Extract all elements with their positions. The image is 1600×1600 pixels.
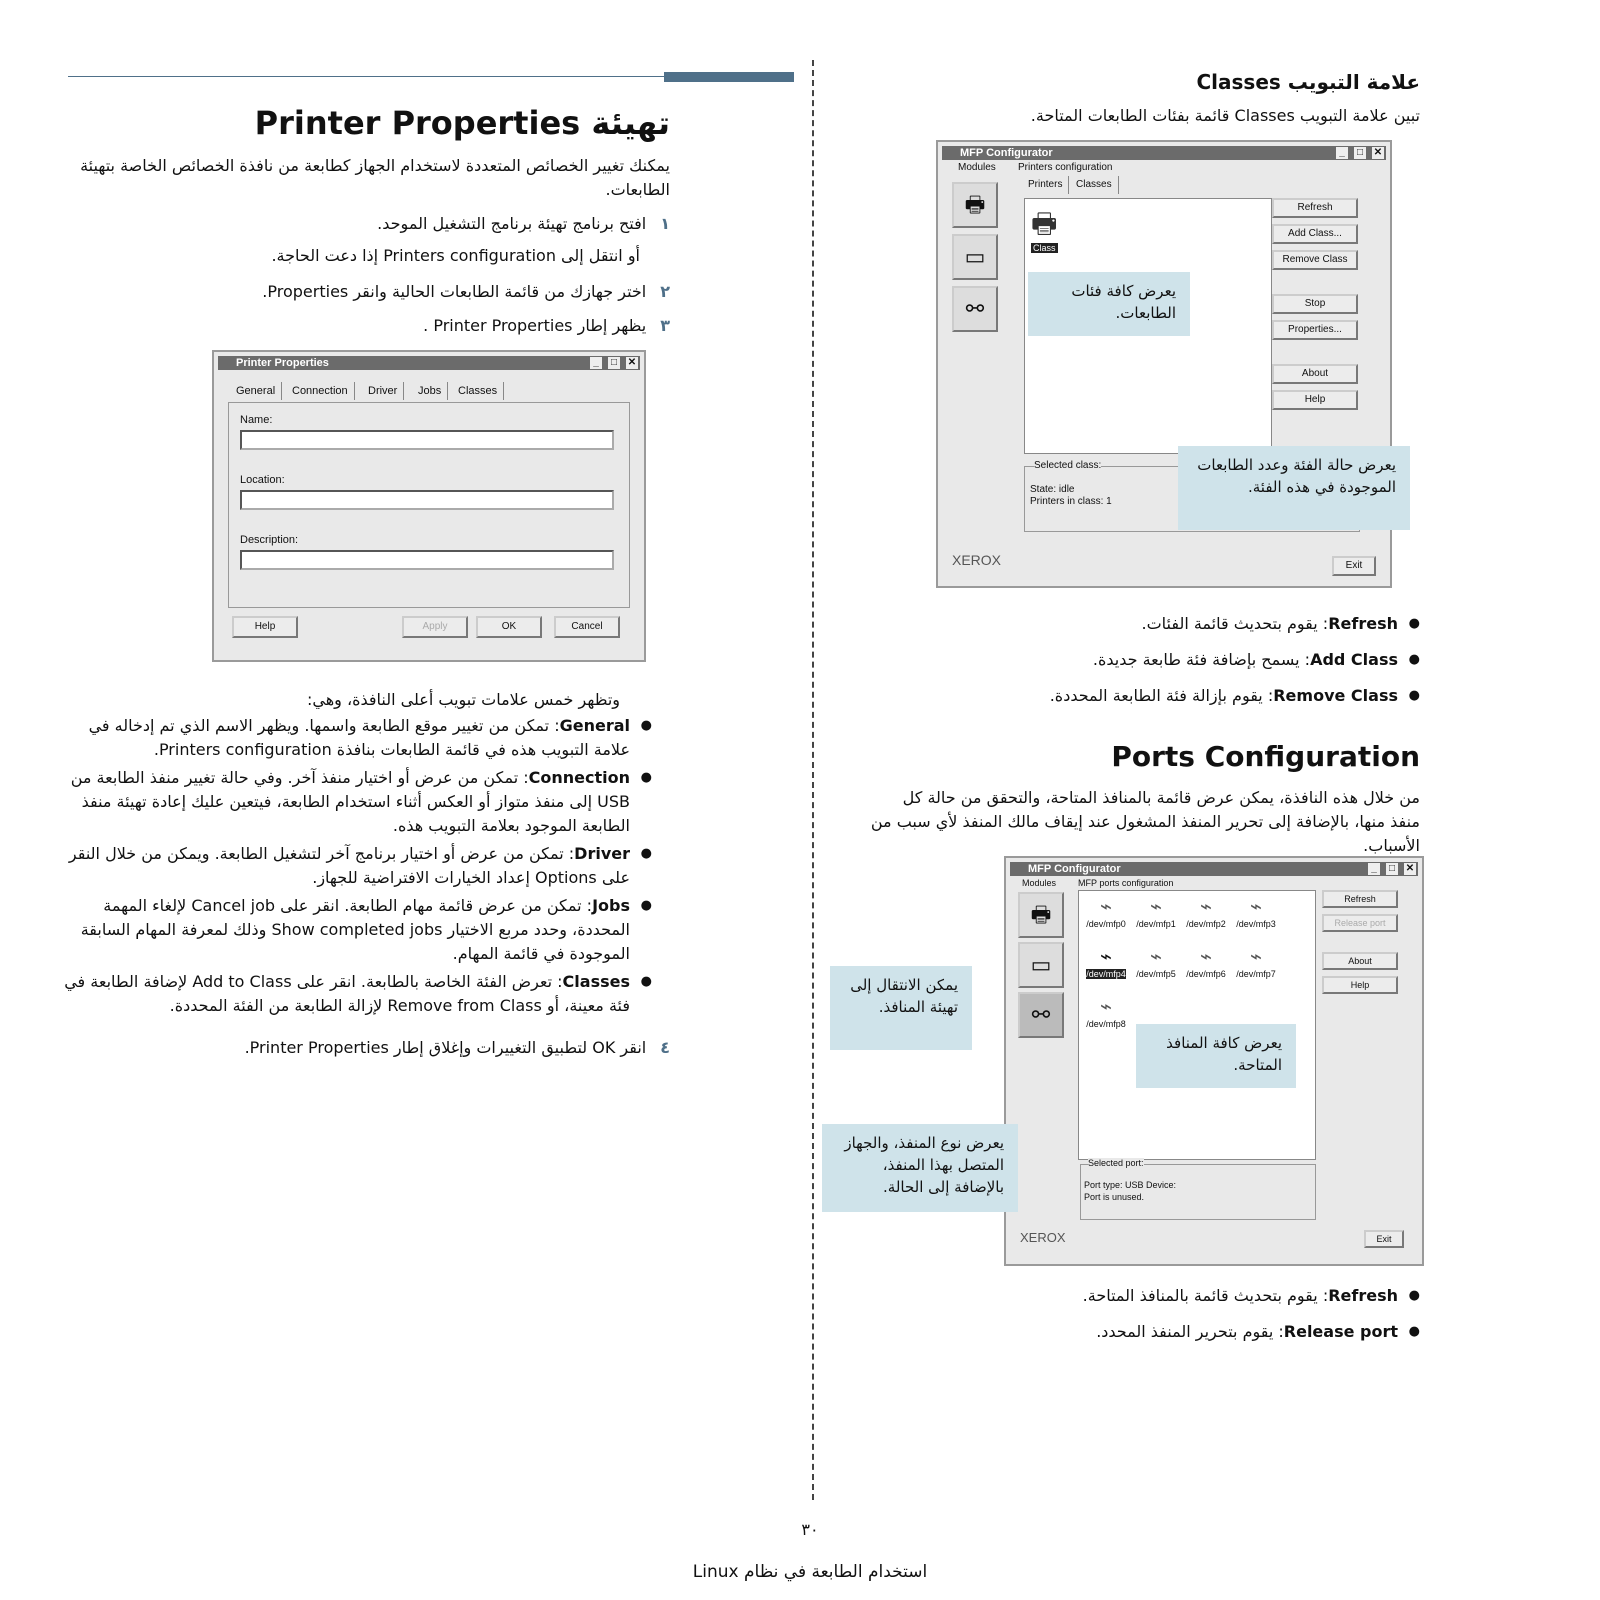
port-item[interactable]: ⌁ /dev/mfp2 [1183,895,1229,929]
port-icon: ⌁ [1199,896,1213,918]
ports-module-icon[interactable]: ⚯ [1018,992,1064,1038]
intro-paragraph: يمكنك تغيير الخصائص المتعددة لاستخدام الجهاز كطابعة من نافذة الخصائص الخاصة بتهيئة الطابعات. [80,156,670,199]
window-titlebar [218,356,640,370]
tab-classes[interactable]: Classes [452,382,504,400]
name-label: Name: [240,414,273,426]
modules-label: Modules [958,162,996,173]
printer-module-icon[interactable]: 🖶 [1018,892,1064,938]
callout-selected-port: يعرض نوع المنفذ، والجهاز المتصل بهذا المنفذ، بالإضافة إلى الحالة. [822,1124,1018,1212]
callout-class-status: يعرض حالة الفئة وعدد الطابعات الموجودة في هذه الفئة. [1178,446,1410,530]
group-label: Printers configuration [1018,162,1113,173]
callout-ports-list: يعرض كافة المنافذ المتاحة. [1136,1024,1296,1088]
header-accent-bar [664,72,794,82]
add-class-button[interactable]: Add Class... [1272,224,1358,244]
port-status-text: Port is unused. [1084,1192,1145,1202]
tab-connection[interactable]: Connection [286,382,355,400]
step-4: ٤انقر OK لتطبيق التغييرات وإغلاق إطار Printer Properties. [244,1038,670,1057]
group-label: MFP ports configuration [1078,878,1174,888]
ok-button[interactable]: OK [476,616,542,638]
refresh-button[interactable]: Refresh [1322,890,1398,908]
list-item: ● Driver: تمكن من عرض أو اختيار برنامج آخر لتشغيل الطابعة. ويمكن من خلال النقر على Options إعداد الخيارات الافتراضية للجهاز. [62,842,652,890]
scanner-module-icon[interactable]: ▭ [952,234,998,280]
step-number: ١ [660,214,670,233]
ports-buttons-list [900,1284,1420,1344]
list-item: ● Add Class: يسمح بإضافة فئة طابعة جديدة. [900,648,1420,672]
step-number: ٤ [660,1038,670,1057]
column-divider [812,60,814,1500]
selected-class-label: Selected class: [1034,460,1102,471]
description-label: Description: [240,534,299,546]
scanner-module-icon[interactable]: ▭ [1018,942,1064,988]
properties-button[interactable]: Properties... [1272,320,1358,340]
name-field[interactable] [240,430,614,450]
classes-title: علامة التبويب Classes [1196,70,1420,94]
class-printer-icon: 🖶 [1031,208,1058,239]
help-button[interactable]: Help [232,616,298,638]
window-title: Printer Properties [236,357,329,369]
port-icon: ⌁ [1199,946,1213,968]
close-icon[interactable]: ✕ [627,357,637,368]
xerox-logo: XEROX [952,552,1002,568]
step-number: ٣ [660,316,670,335]
about-button[interactable]: About [1322,952,1398,970]
header-rule [68,76,664,77]
list-item: ● Refresh: يقوم بتحديث قائمة بالمنافذ المتاحة. [900,1284,1420,1308]
stop-button[interactable]: Stop [1272,294,1358,314]
help-button[interactable]: Help [1322,976,1398,994]
tab-jobs[interactable]: Jobs [412,382,448,400]
port-item[interactable]: ⌁ /dev/mfp5 [1133,945,1179,979]
port-item[interactable]: ⌁ /dev/mfp8 [1083,995,1129,1029]
exit-button[interactable]: Exit [1364,1230,1404,1248]
tabs-list [62,714,652,1018]
port-item[interactable]: ⌁ /dev/mfp1 [1133,895,1179,929]
port-item[interactable]: ⌁ /dev/mfp3 [1233,895,1279,929]
step-1-alt: أو انتقل إلى Printers configuration إذا دعت الحاجة. [271,246,640,265]
list-item: ● General: تمكن من تغيير موقع الطابعة واسمها. ويظهر الاسم الذي تم إدخاله في علامة التبويب هذه في قائمة الطابعات بنافذة Printers configuration. [62,714,652,762]
ports-title: Ports Configuration [1111,740,1420,773]
port-icon: ⌁ [1249,896,1263,918]
port-item[interactable]: ⌁ /dev/mfp6 [1183,945,1229,979]
port-item[interactable]: ⌁ /dev/mfp7 [1233,945,1279,979]
port-icon: ⌁ [1149,896,1163,918]
step-3: ٣يظهر إطار Printer Properties . [423,316,670,335]
window-title: MFP Configurator [960,147,1053,159]
callout-ports-module: يمكن الانتقال إلى تهيئة المنافذ. [830,966,972,1050]
list-item: ● Release port: يقوم بتحرير المنفذ المحدد. [900,1320,1420,1344]
step-1: ١افتح برنامج تهيئة برنامج التشغيل الموحد. [377,214,670,233]
tab-classes[interactable]: Classes [1070,176,1119,194]
printers-in-class-text: Printers in class: 1 [1030,496,1112,507]
selected-port-label: Selected port: [1088,1158,1144,1168]
cancel-button[interactable]: Cancel [554,616,620,638]
refresh-button[interactable]: Refresh [1272,198,1358,218]
list-item: ● Classes: تعرض الفئة الخاصة بالطابعة. انقر على Add to Class لإضافة الطابعة في فئة معينة، أو Remove from Class لإزالة الطابعة من الفئة المحددة. [62,970,652,1018]
remove-class-button[interactable]: Remove Class [1272,250,1358,270]
page-number: ٣٠ [801,1520,819,1539]
tab-printers[interactable]: Printers [1022,176,1069,194]
class-label: Class [1033,243,1056,253]
maximize-icon[interactable]: □ [608,357,620,369]
port-icon: ⌁ [1099,896,1113,918]
apply-button[interactable]: Apply [402,616,468,638]
location-label: Location: [240,474,285,486]
printer-properties-window [212,350,646,662]
close-icon[interactable]: ✕ [1373,147,1383,158]
page-title: تهيئة Printer Properties [254,104,670,142]
about-button[interactable]: About [1272,364,1358,384]
close-icon[interactable]: ✕ [1405,863,1415,874]
step-2: ٢اختر جهازك من قائمة الطابعات الحالية وانقر Properties. [262,282,670,301]
footer-caption: استخدام الطابعة في نظام Linux [692,1562,928,1582]
help-button[interactable]: Help [1272,390,1358,410]
release-port-button[interactable]: Release port [1322,914,1398,932]
description-field[interactable] [240,550,614,570]
printer-module-icon[interactable]: 🖶 [952,182,998,228]
minimize-icon[interactable]: _ [590,357,602,369]
state-text: State: idle [1030,484,1075,495]
list-item: ● Remove Class: يقوم بإزالة فئة الطابعة المحددة. [900,684,1420,708]
classes-buttons-list [900,612,1420,708]
ports-module-icon[interactable]: ⚯ [952,286,998,332]
location-field[interactable] [240,490,614,510]
tab-general[interactable]: General [230,382,282,400]
port-icon: ⌁ [1249,946,1263,968]
tabs-intro: وتظهر خمس علامات تبويب أعلى النافذة، وهي: [306,690,620,709]
step-number: ٢ [660,282,670,301]
minimize-icon[interactable]: _ [1336,147,1348,159]
port-item-selected[interactable]: ⌁ /dev/mfp4 [1083,945,1129,979]
window-title: MFP Configurator [1028,863,1121,875]
port-icon: ⌁ [1149,946,1163,968]
ports-description: من خلال هذه النافذة، يمكن عرض قائمة بالمنافذ المتاحة، والتحقق من حالة كل منفذ منها، بالإضافة إلى تحرير المنفذ المشغول عند إيقاف مالك المنفذ لأي سبب من الأسباب. [870,788,1420,855]
maximize-icon[interactable]: □ [1354,147,1366,159]
maximize-icon[interactable]: □ [1386,863,1398,875]
classes-description: تبين علامة التبويب Classes قائمة بفئات الطابعات المتاحة. [1030,106,1420,125]
port-icon: ⌁ [1099,996,1113,1018]
minimize-icon[interactable]: _ [1368,863,1380,875]
list-item: ● Connection: تمكن من عرض أو اختيار منفذ آخر. وفي حالة تغيير منفذ الطابعة من USB إلى منفذ متواز أو العكس أثناء استخدام الطابعة، فيتعين عليك إعادة تهيئة منفذ الطابعة الموجود بعلامة التبويب هذه. [62,766,652,838]
port-icon: ⌁ [1099,946,1113,968]
tab-driver[interactable]: Driver [362,382,404,400]
xerox-logo: XEROX [1020,1230,1066,1245]
callout-class-list: يعرض كافة فئات الطابعات. [1028,272,1190,336]
port-type-text: Port type: USB Device: [1084,1180,1177,1190]
modules-label: Modules [1022,878,1057,888]
exit-button[interactable]: Exit [1332,556,1376,576]
window-titlebar [942,146,1386,160]
port-item[interactable]: ⌁ /dev/mfp0 [1083,895,1129,929]
list-item: ● Refresh: يقوم بتحديث قائمة الفئات. [900,612,1420,636]
window-titlebar [1010,862,1418,876]
list-item: ● Jobs: تمكن من عرض قائمة مهام الطابعة. انقر على Cancel job لإلغاء المهمة المحددة، وحدد مربع الاختيار Show completed jobs وذلك لمعرفة المهام السابقة الموجودة في قائمة المهام. [62,894,652,966]
